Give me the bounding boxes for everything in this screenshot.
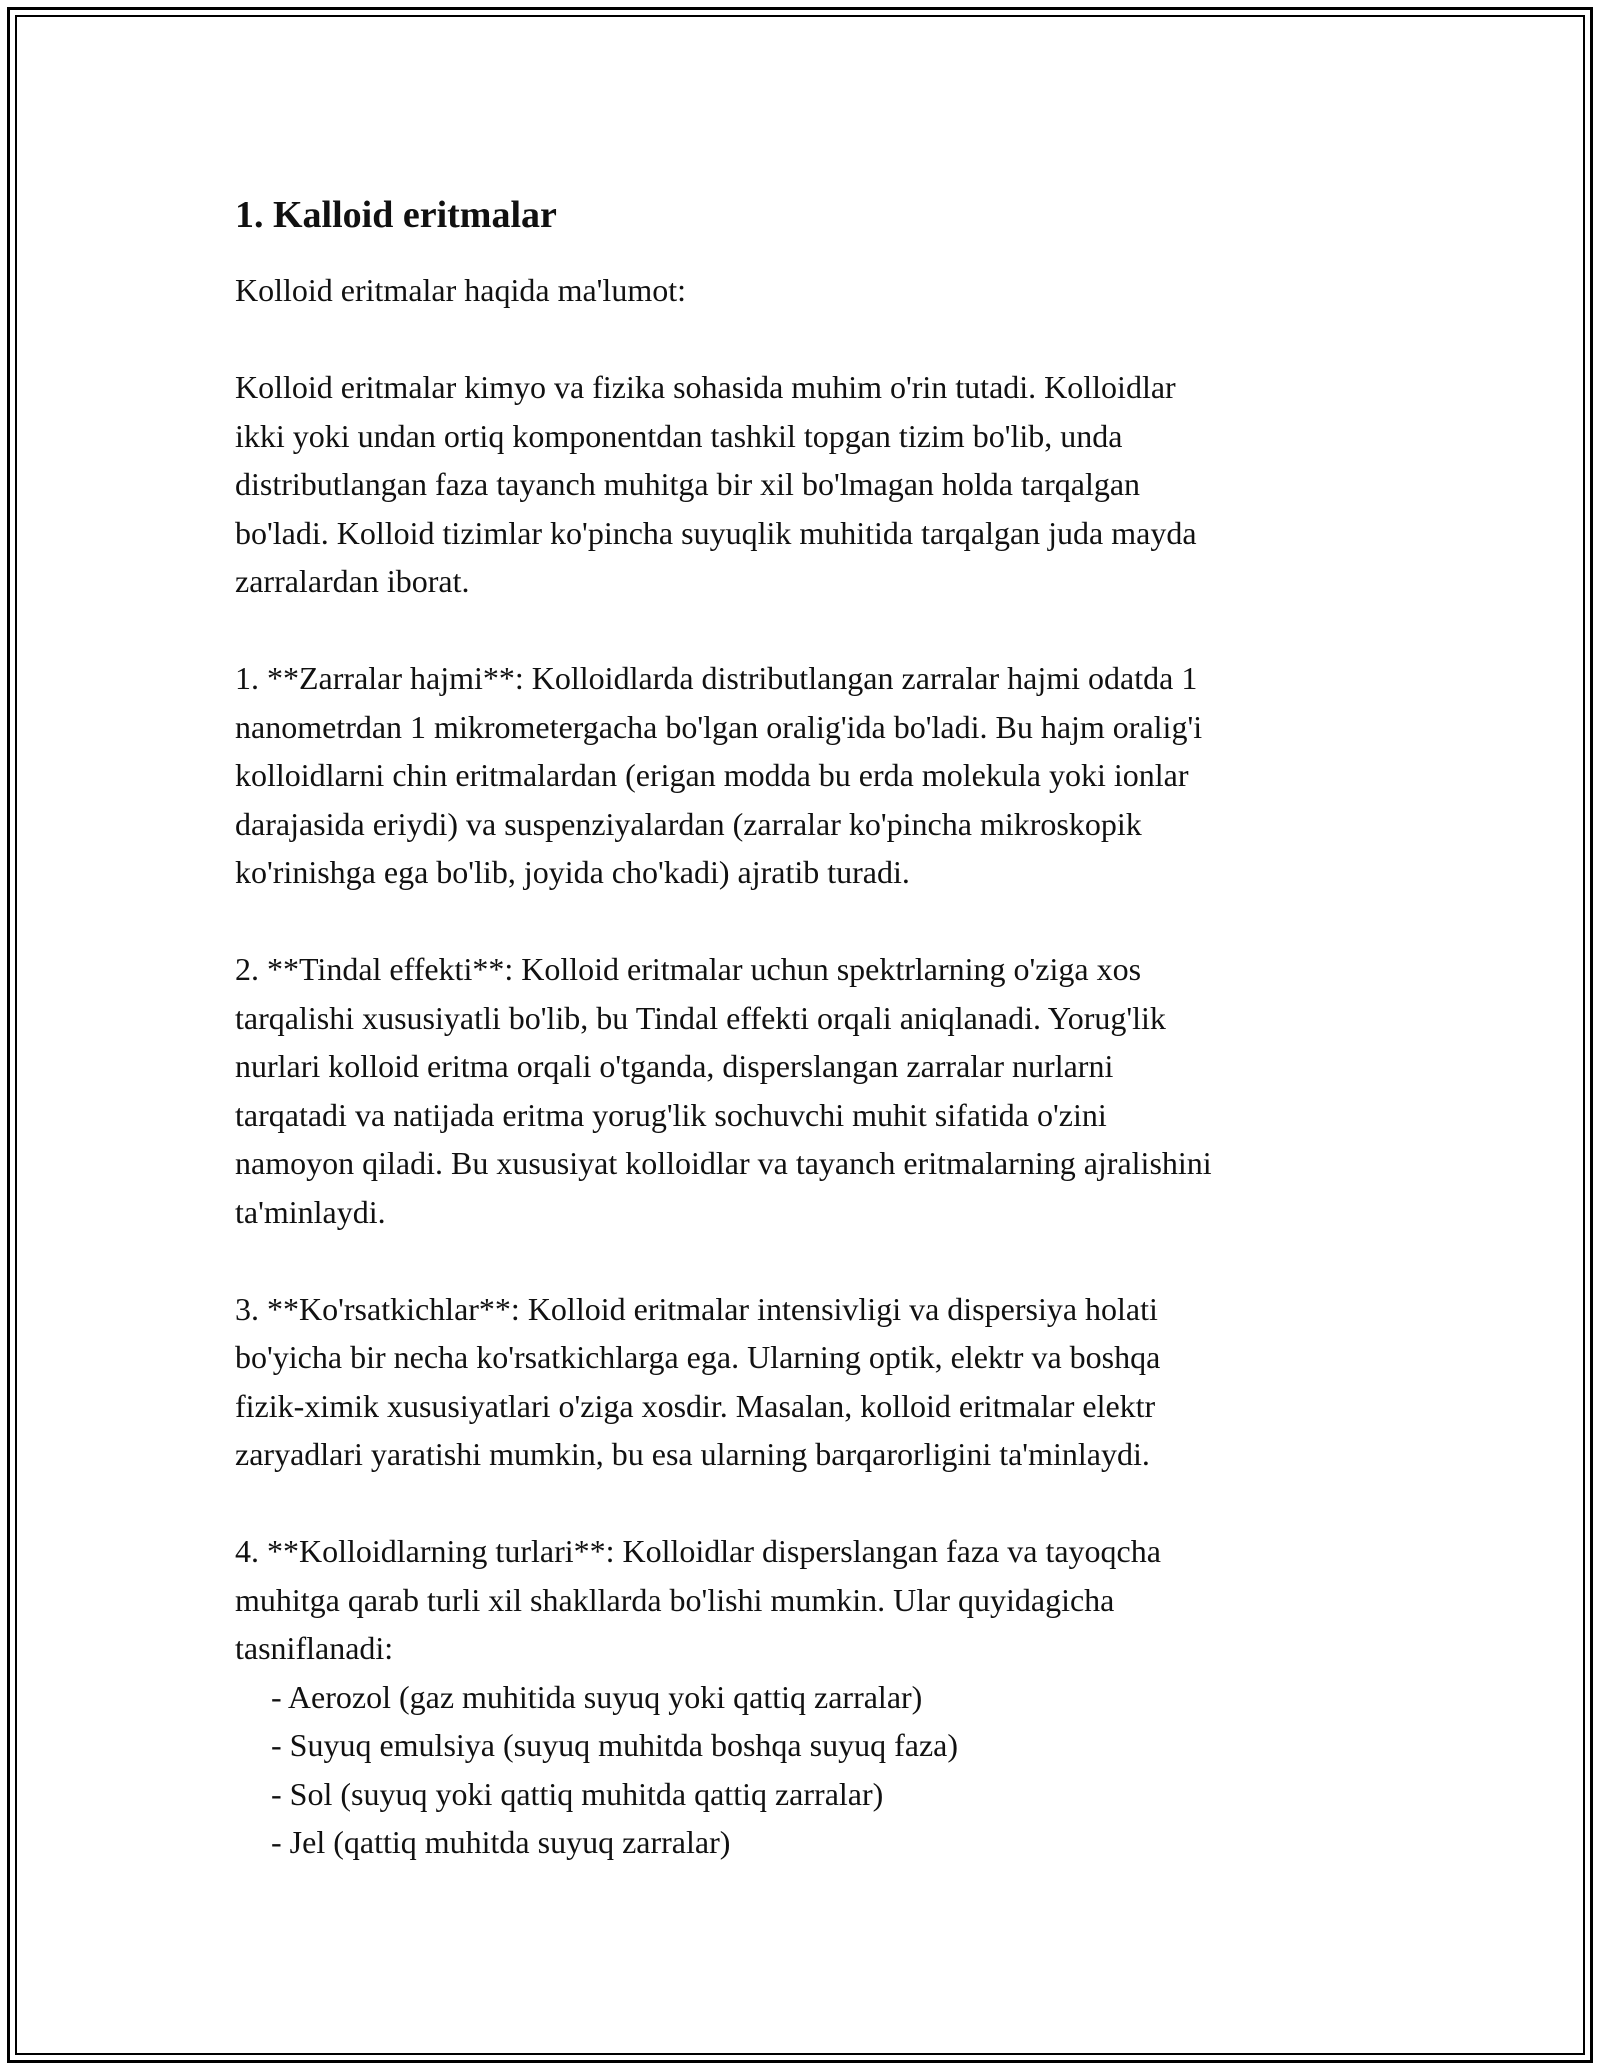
text-line: muhitga qarab turli xil shakllarda bo'lishi mumkin. Ular quyidagicha [235,1581,1115,1618]
list-item: - Sol (suyuq yoki qattiq muhitda qattiq zarralar) [271,1775,884,1812]
text-line: nanometrdan 1 mikrometergacha bo'lgan oralig'ida bo'ladi. Bu hajm oralig'i [235,708,1203,745]
list-item: - Suyuq emulsiya (suyuq muhitda boshqa suyuq faza) [271,1727,958,1763]
text-line: ikki yoki undan ortiq komponentdan tashkil topgan tizim bo'lib, unda [235,417,1123,454]
text-line: bo'yicha bir necha ko'rsatkichlarga ega. Ularning optik, elektr va boshqa [235,1339,1161,1375]
text-line: 4. **Kolloidlarning turlari**: Kolloidlar disperslangan faza va tayoqcha [235,1533,1161,1569]
text-line: bo'ladi. Kolloid tizimlar ko'pincha suyuqlik muhitida tarqalgan juda mayda [235,514,1197,551]
text-line: 2. **Tindal effekti**: Kolloid eritmalar uchun spektrlarning o'ziga xos [235,951,1142,987]
text-line: nurlari kolloid eritma orqali o'tganda, disperslangan zarralar nurlarni [235,1048,1114,1084]
text-line: distributlangan faza tayanch muhitga bir xil bo'lmagan holda tarqalgan [235,466,1141,502]
text-line: ta'minlaydi. [235,1193,386,1230]
item-indicators [235,1285,1375,1479]
text-line: zaryadlari yaratishi mumkin, bu esa ularning barqarorligini ta'minlaydi. [235,1436,1150,1472]
intro-paragraph [235,266,1375,315]
text-line: darajasida eriydi) va suspenziyalardan (zarralar ko'pincha mikroskopik [235,805,1142,842]
text-line: tarqalishi xususiyatli bo'lib, bu Tindal effekti orqali aniqlanadi. Yorug'lik [235,999,1166,1036]
text-line: kolloidlarni chin eritmalardan (erigan modda bu erda molekula yoki ionlar [235,757,1189,793]
document-body [235,190,1375,1915]
text-line: Kolloid eritmalar kimyo va fizika sohasida muhim o'rin tutadi. Kolloidlar [235,369,1176,405]
text-line: zarralardan iborat. [235,563,470,599]
text-line: namoyon qiladi. Bu xususiyat kolloidlar va tayanch eritmalarning ajralishini [235,1145,1212,1181]
paragraph-overview [235,363,1375,606]
list-item: - Jel (qattiq muhitda suyuq zarralar) [271,1824,731,1860]
text-line: fizik-ximik xususiyatlari o'ziga xosdir. Masalan, kolloid eritmalar elektr [235,1387,1156,1424]
text-line: ko'rinishga ega bo'lib, joyida cho'kadi) ajratib turadi. [235,854,910,890]
text-line: tarqatadi va natijada eritma yorug'lik sochuvchi muhit sifatida o'zini [235,1096,1107,1133]
text-line: 3. **Ko'rsatkichlar**: Kolloid eritmalar intensivligi va dispersiya holati [235,1290,1158,1327]
list-item: - Aerozol (gaz muhitida suyuq yoki qattiq zarralar) [271,1678,923,1715]
document-title: 1. Kalloid eritmalar [235,194,557,236]
item-particle-size [235,654,1375,897]
item-colloid-types [235,1527,1375,1867]
text-line: tasniflanadi: [235,1630,394,1666]
item-tyndall-effect [235,945,1375,1236]
intro-line: Kolloid eritmalar haqida ma'lumot: [235,272,686,308]
text-line: 1. **Zarralar hajmi**: Kolloidlarda distributlangan zarralar hajmi odatda 1 [235,660,1198,696]
